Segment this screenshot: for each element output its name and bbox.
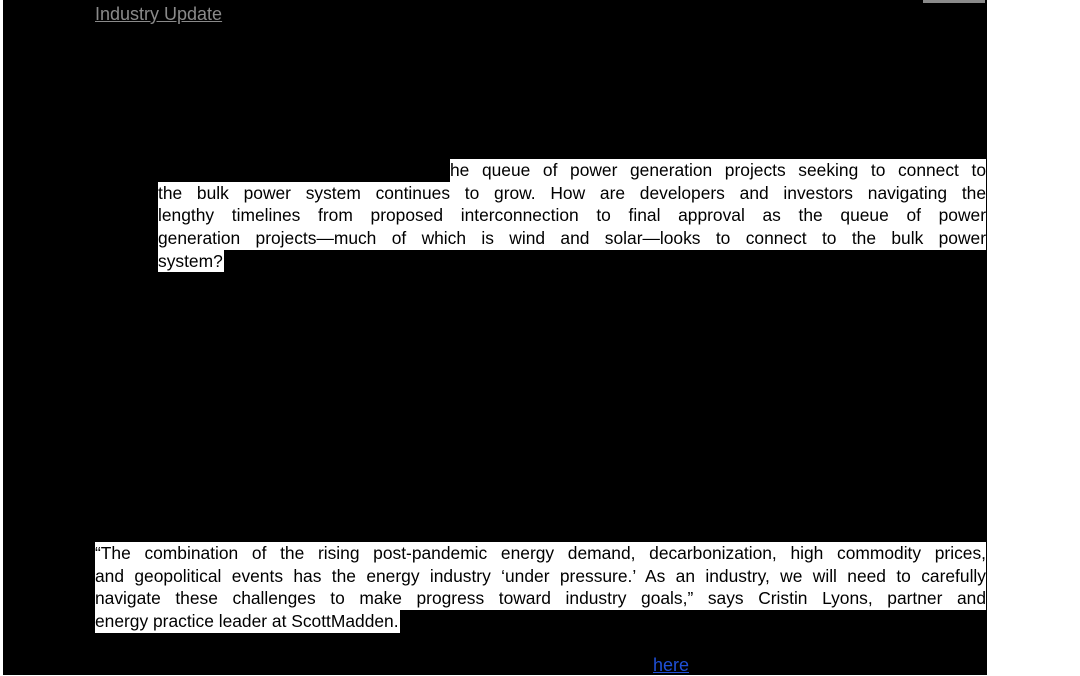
lead-line: he queue of power generation projects seeking to connect to (450, 160, 986, 180)
top-corner-mark (923, 0, 985, 3)
quote-line: and geopolitical events has the energy industry ‘under pressure.’ As an industry, we will need to carefully (95, 565, 986, 586)
lead-last-line-wrap (158, 250, 986, 273)
quote-last-line-wrap (95, 610, 986, 633)
quote-paragraph (95, 542, 986, 633)
quote-last-line: energy practice leader at ScottMadden. (95, 611, 399, 632)
here-link[interactable]: here (653, 655, 690, 675)
lead-first-line-wrap (450, 159, 986, 182)
lead-line: generation projects—much of which is wind and solar—looks to connect to the bulk power (158, 228, 986, 249)
category-link[interactable]: Industry Update (95, 4, 223, 24)
lead-line: lengthy timelines from proposed interconnection to final approval as the queue of power (158, 205, 986, 226)
quote-line: “The combination of the rising post-pandemic energy demand, decarbonization, high commodity prices, (95, 543, 986, 563)
lead-body (158, 182, 986, 273)
lead-line: the bulk power system continues to grow. How are developers and investors navigating the (158, 182, 986, 203)
quote-line: navigate these challenges to make progress toward industry goals,” says Cristin Lyons, partner and (95, 588, 986, 609)
lead-last-line: system? (158, 250, 223, 271)
